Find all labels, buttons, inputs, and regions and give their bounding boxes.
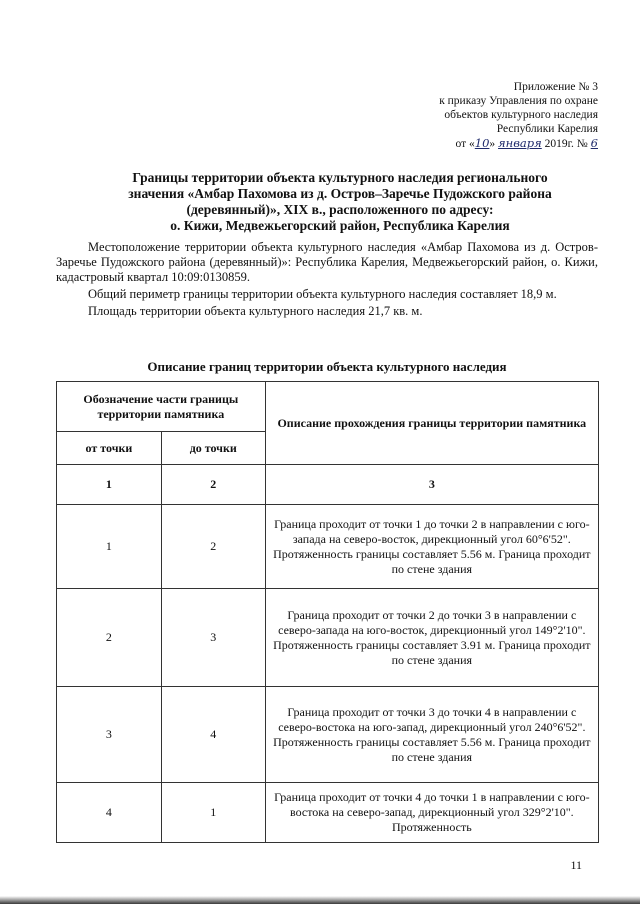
handwritten-month: января bbox=[498, 136, 542, 150]
appendix-line: к приказу Управления по охране bbox=[439, 95, 598, 107]
description-cell: Граница проходит от точки 3 до точки 4 в направлении с северо-востока на юго-запад, дирекционный угол 240°6'52". Протяженность границы составляет 5.56 м. Граница проходит по стене здания bbox=[265, 687, 598, 783]
appendix-line: Республики Карелия bbox=[496, 123, 598, 135]
table-row bbox=[57, 687, 599, 783]
from-point-cell: 1 bbox=[57, 505, 162, 589]
header-to-point: до точки bbox=[161, 432, 265, 465]
title-line: Границы территории объекта культурного наследия регионального bbox=[132, 170, 548, 185]
to-point-cell: 2 bbox=[161, 505, 265, 589]
header-boundary-part: Обозначение части границы территории памятника bbox=[57, 382, 266, 432]
handwritten-day: 10 bbox=[474, 136, 490, 150]
appendix-header bbox=[338, 80, 598, 151]
date-year: 2019г. № bbox=[541, 138, 591, 150]
description-cell: Граница проходит от точки 4 до точки 1 в направлении с юго-востока на северо-запад, дирекционный угол 329°2'10". Протяженность bbox=[265, 783, 598, 843]
column-number: 1 bbox=[57, 465, 162, 505]
perimeter-paragraph: Общий периметр границы территории объекта культурного наследия составляет 18,9 м. bbox=[88, 287, 557, 301]
header-description: Описание прохождения границы территории памятника bbox=[265, 382, 598, 465]
handwritten-order-number: 6 bbox=[590, 136, 598, 150]
area-paragraph: Площадь территории объекта культурного наследия 21,7 кв. м. bbox=[88, 304, 423, 318]
scan-edge-shadow bbox=[0, 896, 640, 904]
to-point-cell: 1 bbox=[161, 783, 265, 843]
body-text bbox=[56, 240, 598, 319]
header-from-point: от точки bbox=[57, 432, 162, 465]
column-number: 3 bbox=[265, 465, 598, 505]
table-row bbox=[57, 589, 599, 687]
boundary-table bbox=[56, 381, 599, 843]
table-row bbox=[57, 783, 599, 843]
appendix-date-line bbox=[338, 136, 598, 151]
date-mid: » bbox=[489, 138, 499, 150]
document-title bbox=[90, 170, 590, 234]
table-row bbox=[57, 505, 599, 589]
table-title: Описание границ территории объекта культурного наследия bbox=[147, 359, 507, 374]
from-point-cell: 3 bbox=[57, 687, 162, 783]
title-line: значения «Амбар Пахомова из д. Остров–Заречье Пудожского района bbox=[128, 186, 552, 201]
description-cell: Граница проходит от точки 1 до точки 2 в направлении с юго-запада на северо-восток, дирекционный угол 60°6'52". Протяженность границы составляет 5.56 м. Граница проходит по стене здания bbox=[265, 505, 598, 589]
to-point-cell: 4 bbox=[161, 687, 265, 783]
appendix-line: Приложение № 3 bbox=[513, 81, 598, 93]
title-line: (деревянный)», XIX в., расположенного по адресу: bbox=[186, 202, 494, 217]
column-number: 2 bbox=[161, 465, 265, 505]
to-point-cell: 3 bbox=[161, 589, 265, 687]
title-line: о. Кижи, Медвежьегорский район, Республика Карелия bbox=[170, 218, 510, 233]
page-number: 11 bbox=[570, 858, 582, 872]
appendix-line: объектов культурного наследия bbox=[444, 109, 598, 121]
date-prefix: от « bbox=[455, 138, 475, 150]
from-point-cell: 4 bbox=[57, 783, 162, 843]
from-point-cell: 2 bbox=[57, 589, 162, 687]
location-paragraph: Местоположение территории объекта культурного наследия «Амбар Пахомова из д. Остров-Заречье Пудожского района (деревянный)»: Республика Карелия, Медвежьегорский район, о. Кижи, кадастровый квартал 10:09:0130859. bbox=[56, 240, 598, 284]
description-cell: Граница проходит от точки 2 до точки 3 в направлении с северо-запада на юго-восток, дирекционный угол 149°2'10". Протяженность границы составляет 3.91 м. Граница проходит по стене здания bbox=[265, 589, 598, 687]
